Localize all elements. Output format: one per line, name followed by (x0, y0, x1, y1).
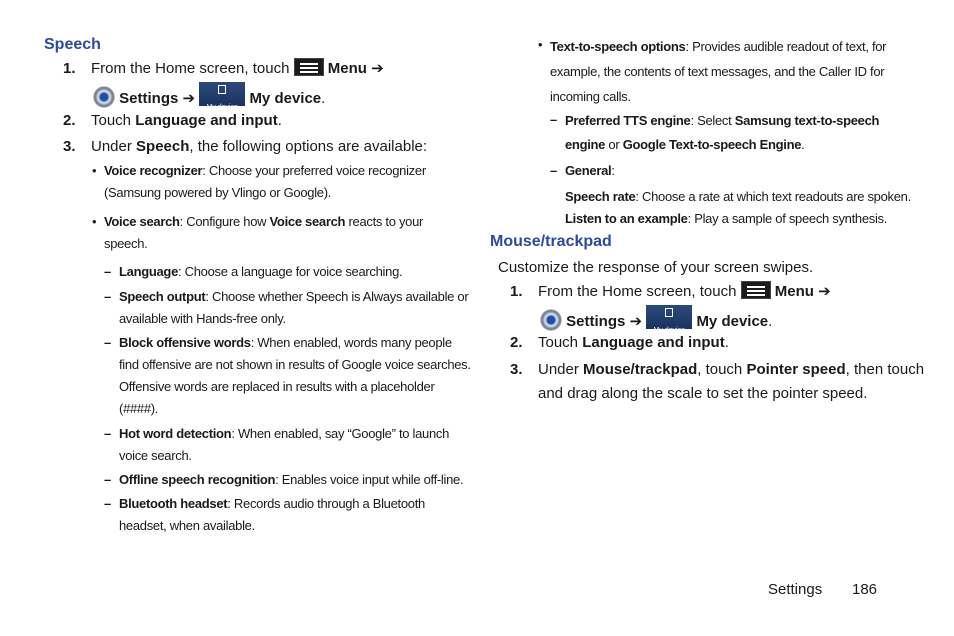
item-language: Language: Choose a language for voice searching. (119, 264, 403, 279)
item-bluetooth: Bluetooth headset: Records audio through a Bluetooth headset, when available. (119, 496, 425, 533)
step-number: 1. (510, 283, 523, 300)
step-text: From the Home screen, touch Menu ➔ (538, 283, 831, 300)
section-heading-speech: Speech (44, 36, 101, 53)
bullet-voice-search: Voice search: Configure how Voice search reacts to your speech. (104, 214, 424, 251)
menu-icon (741, 281, 771, 299)
item-listen-example: Listen to an example: Play a sample of speech synthesis. (565, 211, 888, 226)
menu-icon (294, 58, 324, 76)
mouse-intro: Customize the response of your screen swipes. (498, 259, 814, 276)
step-text: Under Speech, the following options are available: (91, 138, 428, 155)
dash-mark: – (104, 496, 111, 511)
step-text-cont: Settings ➔ My device My device. (540, 305, 772, 334)
step-number: 3. (63, 138, 76, 155)
dash-mark: – (104, 289, 111, 304)
settings-gear-icon (93, 86, 115, 108)
step-number: 1. (63, 60, 76, 77)
dash-mark: – (550, 163, 557, 178)
item-block-offensive: Block offensive words: When enabled, words many people find offensive are not shown in results of Google voice searches. Offensive words are replaced in results with a placeholder (####). (119, 335, 471, 416)
dash-mark: – (104, 264, 111, 279)
item-speech-output: Speech output: Choose whether Speech is Always available or available with Hands-free only. (119, 289, 469, 326)
my-device-icon: My device (199, 82, 245, 106)
bullet-voice-recognizer: Voice recognizer: Choose your preferred voice recognizer (Samsung powered by Vlingo or Google). (104, 163, 426, 200)
item-offline: Offline speech recognition: Enables voice input while off-line. (119, 472, 464, 487)
page-number: 186 (852, 581, 878, 598)
dash-mark: – (104, 426, 111, 441)
step-text-cont: Settings ➔ My device My device. (93, 82, 325, 111)
settings-gear-icon (540, 309, 562, 331)
dash-mark: – (104, 335, 111, 350)
bullet-mark: • (92, 214, 97, 229)
bullet-mark: • (92, 163, 97, 178)
bullet-tts-options: Text-to-speech options: Provides audible readout of text, for example, the contents of text messages, and the Caller ID for incoming calls. (550, 39, 887, 104)
dash-mark: – (104, 472, 111, 487)
dash-mark: – (550, 112, 557, 127)
step-text: Touch Language and input. (538, 334, 729, 351)
item-preferred-tts: Preferred TTS engine: Select Samsung text-to-speech engine or Google Text-to-speech Engine. (565, 113, 880, 152)
step-number: 2. (63, 112, 76, 129)
item-general: General: (565, 163, 615, 178)
item-hot-word: Hot word detection: When enabled, say “Google” to launch voice search. (119, 426, 450, 463)
section-heading-mouse: Mouse/trackpad (490, 233, 612, 250)
step-text: From the Home screen, touch Menu ➔ (91, 60, 384, 77)
my-device-icon: My device (646, 305, 692, 329)
footer-section: Settings (768, 581, 823, 598)
bullet-mark: • (538, 37, 543, 52)
step-text: Touch Language and input. (91, 112, 282, 129)
item-speech-rate: Speech rate: Choose a rate at which text readouts are spoken. (565, 189, 911, 204)
step-number: 2. (510, 334, 523, 351)
step-number: 3. (510, 361, 523, 378)
step-text: Under Mouse/trackpad, touch Pointer speed, then touch and drag along the scale to set the pointer speed. (538, 361, 925, 402)
